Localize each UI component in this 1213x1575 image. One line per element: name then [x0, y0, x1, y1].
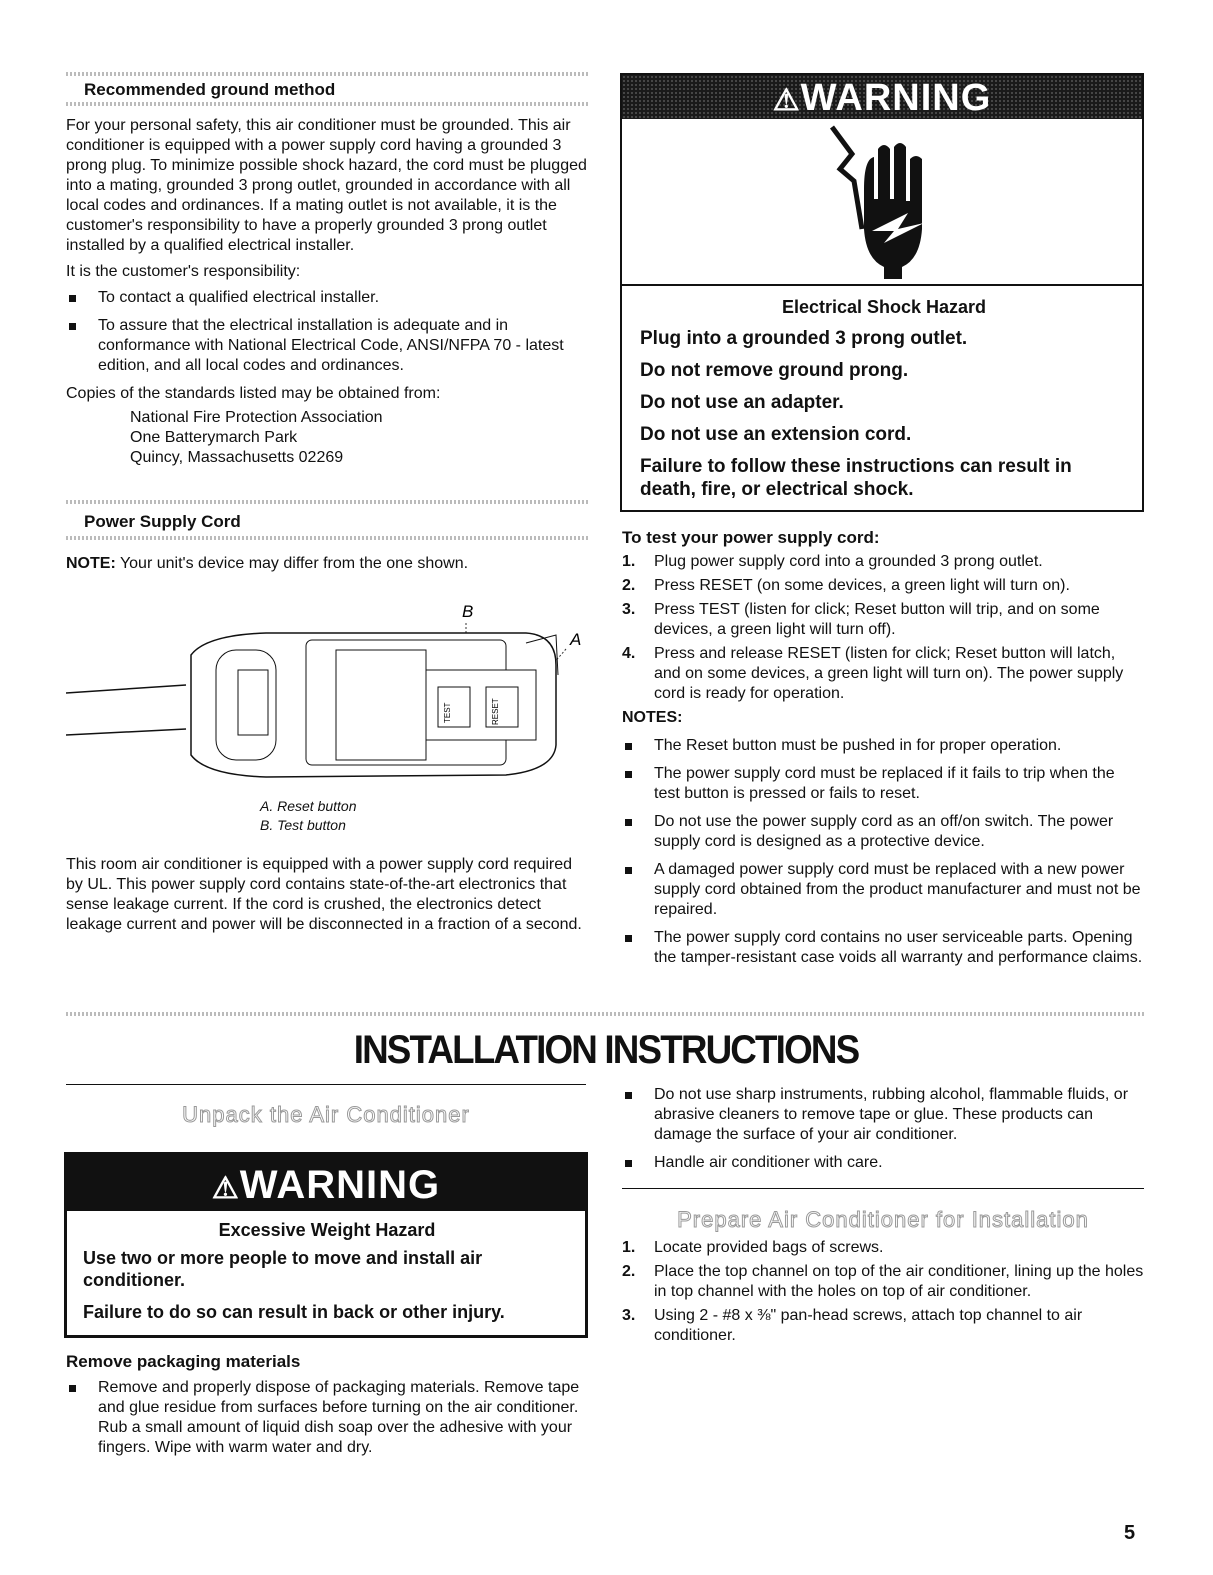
step-number: 2. [622, 577, 636, 594]
warning-triangle-icon: ⚠ [211, 1172, 240, 1205]
ground-heading: Recommended ground method [84, 80, 336, 99]
list-item: The power supply cord must be replaced if it fails to trip when the test button is pressed or fails to reset. [622, 764, 1144, 804]
page-number: 5 [1124, 1522, 1136, 1544]
device-reset-label: RESET [491, 698, 500, 725]
warning-triangle-icon: ⚠ [772, 84, 801, 117]
list-item [622, 600, 1144, 640]
list-item: To contact a qualified electrical installer. [66, 288, 588, 308]
list-item [622, 552, 1144, 572]
step-number: 4. [622, 645, 636, 662]
install-title: INSTALLATION INSTRUCTIONS [353, 1028, 859, 1072]
ground-para: It is the customer's responsibility: [66, 263, 301, 280]
copies-text: Copies of the standards listed may be obtained from: [66, 385, 441, 402]
step-text: Locate provided bags of screws. [654, 1239, 884, 1256]
list-item: Handle air conditioner with care. [622, 1153, 1144, 1173]
power-note [66, 554, 588, 574]
remove-section [66, 1352, 586, 1466]
step-number: 3. [622, 601, 636, 618]
electric-shock-hand-icon [812, 119, 952, 284]
warning-box-weight [64, 1152, 588, 1338]
prepare-section [622, 1238, 1144, 1350]
divider [66, 102, 588, 106]
list-item [622, 1238, 1144, 1258]
warning-box-electrical [620, 73, 1144, 512]
divider [66, 536, 588, 540]
test-section [622, 528, 1144, 976]
remove-list [66, 1378, 586, 1458]
address-line: Quincy, Massachusetts 02269 [130, 449, 344, 466]
ground-para: For your personal safety, this air conditioner must be grounded. This air conditioner is equipped with a power supply cord having a grounded 3 prong plug. To minimize possible shock hazard, the cord must be plugged into a mating, grounded 3 prong outlet, grounded in accordance with all local codes and ordinances. If a mating outlet is not available, it is the customer's responsibility to have a properly grounded 3 prong outlet installed by a qualified electrical installer. [66, 117, 587, 254]
step-text: Plug power supply cord into a grounded 3 prong outlet. [654, 553, 1043, 570]
hazard-line: Do not use an extension cord. [640, 424, 912, 445]
hazard-line: Use two or more people to move and install air conditioner. [83, 1248, 483, 1290]
step-number: 1. [622, 1239, 636, 1256]
note-label: NOTE: [66, 555, 116, 572]
hazard-line: Do not use an adapter. [640, 392, 844, 413]
left-column [66, 72, 588, 468]
step-text: Place the top channel on top of the air conditioner, lining up the holes in top channel with the holes on top of air conditioner. [654, 1263, 1144, 1300]
list-item: Remove and properly dispose of packaging materials. Remove tape and glue residue from surfaces before turning on the air conditioner. Rub a small amount of liquid dish soap over the adhesive with your fingers. Wipe with warm water and dry. [66, 1378, 586, 1458]
list-item: Do not use the power supply cord as an off/on switch. The power supply cord is designed as a protective device. [622, 812, 1144, 852]
address-line: One Batterymarch Park [130, 429, 298, 446]
step-number: 1. [622, 553, 636, 570]
divider [622, 1188, 1144, 1189]
ground-bullets [66, 288, 588, 376]
warning-banner-text: WARNING [239, 1163, 441, 1207]
address-block [66, 408, 588, 468]
list-item [622, 576, 1144, 596]
list-item [622, 1262, 1144, 1302]
step-number: 2. [622, 1263, 636, 1280]
hazard-title: Electrical Shock Hazard [781, 297, 987, 317]
label-b: B [462, 602, 474, 621]
step-text: Press TEST (listen for click; Reset button will trip, and on some devices, a green light will turn off). [654, 601, 1100, 638]
hazard-line: Failure to do so can result in back or other injury. [83, 1302, 505, 1322]
list-item: The power supply cord contains no user serviceable parts. Opening the tamper-resistant case voids all warranty and performance claims. [622, 928, 1144, 968]
label-a: A [570, 630, 582, 649]
divider [66, 500, 588, 504]
address-line: National Fire Protection Association [130, 409, 383, 426]
list-item: The Reset button must be pushed in for proper operation. [622, 736, 1144, 756]
power-section [66, 500, 588, 574]
hazard-title: Excessive Weight Hazard [218, 1220, 436, 1240]
step-number: 3. [622, 1307, 636, 1324]
warning-text-area [622, 286, 1142, 501]
caption: A. Reset button [260, 798, 357, 814]
right-bullets-section [622, 1085, 1144, 1181]
shock-icon-area [622, 119, 1142, 286]
hazard-line: Do not remove ground prong. [640, 360, 909, 381]
hazard-line: Plug into a grounded 3 prong outlet. [640, 328, 968, 349]
power-heading: Power Supply Cord [84, 512, 241, 531]
warning-banner [67, 1155, 585, 1211]
test-heading: To test your power supply cord: [622, 528, 880, 547]
device-test-label: TEST [443, 702, 452, 723]
test-steps [622, 552, 1144, 704]
hazard-line: Failure to follow these instructions can result in death, fire, or electrical shock. [640, 456, 1072, 500]
list-item [622, 644, 1144, 704]
list-item: To assure that the electrical installation is adequate and in conformance with National Electrical Code, ANSI/NFPA 70 - latest edition, and all local codes and ordinances. [66, 316, 588, 376]
power-body: This room air conditioner is equipped with a power supply cord required by UL. This power supply cord contains state-of-the-art electronics that sense leakage current. If the cord is crushed, the electronics detect leakage current and power will be disconnected in a fraction of a second. [66, 856, 582, 933]
warning-text-area [67, 1211, 585, 1323]
divider [66, 72, 588, 76]
caption: B. Test button [260, 817, 346, 833]
warning-banner [622, 75, 1142, 119]
note-text: Your unit's device may differ from the one shown. [115, 555, 469, 572]
warning-banner-text: WARNING [800, 77, 992, 119]
step-text: Press RESET (on some devices, a green light will turn on). [654, 577, 1070, 594]
prepare-steps [622, 1238, 1144, 1346]
notes-list [622, 736, 1144, 968]
care-list [622, 1085, 1144, 1173]
list-item: A damaged power supply cord must be replaced with a new power supply cord obtained from the product manufacturer and must not be repaired. [622, 860, 1144, 920]
list-item [622, 1306, 1144, 1346]
step-text: Press and release RESET (listen for click; Reset button will latch, and on some devices, a green light will turn on). The power supply cord is ready for operation. [654, 645, 1124, 702]
prepare-title: Prepare Air Conditioner for Installation [677, 1207, 1089, 1232]
power-cord-illustration [66, 595, 596, 785]
remove-heading: Remove packaging materials [66, 1352, 301, 1371]
step-text: Using 2 - #8 x ⅜" pan-head screws, attach top channel to air conditioner. [654, 1307, 1083, 1344]
list-item: Do not use sharp instruments, rubbing alcohol, flammable fluids, or abrasive cleaners to remove tape or glue. These products can damage the surface of your air conditioner. [622, 1085, 1144, 1145]
notes-label: NOTES: [622, 709, 683, 726]
captions [260, 797, 460, 835]
divider [66, 1012, 1146, 1016]
unpack-title: Unpack the Air Conditioner [182, 1102, 470, 1127]
divider [66, 1084, 586, 1085]
